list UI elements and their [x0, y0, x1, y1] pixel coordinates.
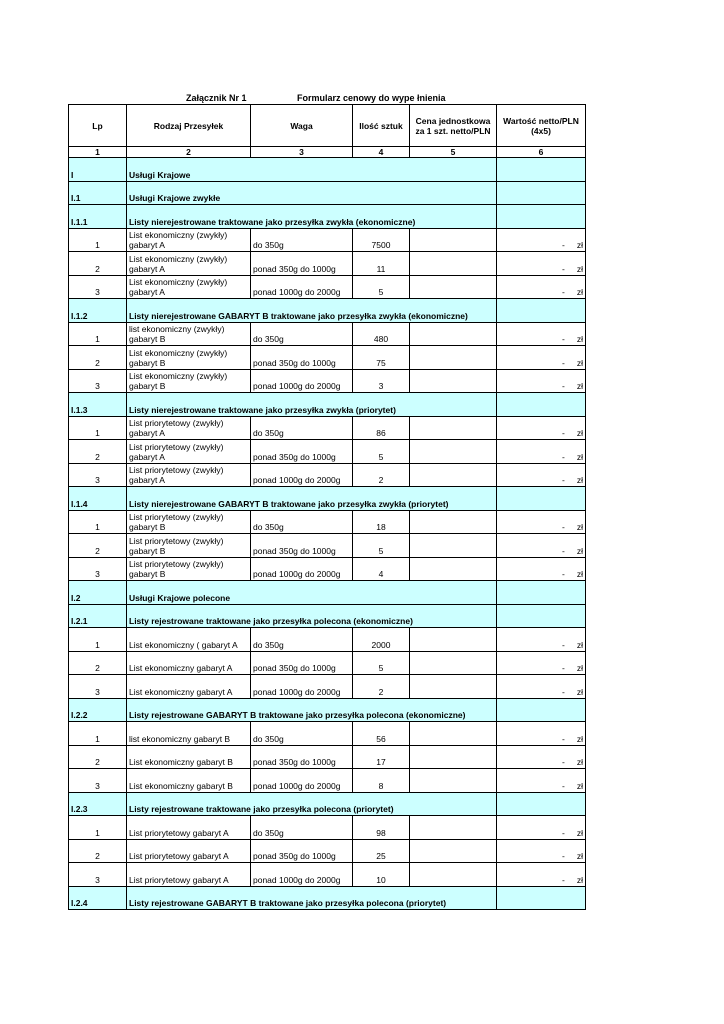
section-value-cell	[497, 487, 586, 511]
column-number: 2	[127, 147, 251, 158]
row-unit-price-input[interactable]	[410, 252, 497, 276]
table-row	[69, 416, 586, 440]
row-unit-price-input[interactable]	[410, 440, 497, 464]
row-unit-price-input[interactable]	[410, 745, 497, 769]
section-value-cell	[497, 886, 586, 910]
section-title: Usługi Krajowe zwykłe	[127, 181, 497, 205]
row-value	[497, 228, 586, 252]
row-type: List ekonomiczny ( gabaryt A	[127, 628, 251, 652]
value-dash: -	[562, 381, 565, 391]
column-number-row	[69, 147, 586, 158]
row-type: List priorytetowy (zwykły) gabaryt A	[127, 440, 251, 464]
row-type: List ekonomiczny (zwykły) gabaryt A	[127, 275, 251, 299]
section-title: Listy rejestrowane GABARYT B traktowane jako przesyłka polecona (priorytet)	[127, 886, 497, 910]
value-dash: -	[562, 827, 565, 838]
row-type: List ekonomiczny (zwykły) gabaryt A	[127, 228, 251, 252]
table-row	[69, 839, 586, 863]
section-value-cell	[497, 698, 586, 722]
value-dash: -	[562, 263, 565, 274]
column-number: 4	[353, 147, 410, 158]
row-qty: 2000	[353, 628, 410, 652]
value-dash: -	[562, 522, 565, 532]
row-weight: ponad 1000g do 2000g	[251, 369, 353, 393]
value-dash: -	[562, 757, 565, 767]
row-unit-price-input[interactable]	[410, 557, 497, 581]
currency-label: zł	[576, 639, 583, 650]
table-row	[69, 557, 586, 581]
section-row	[69, 886, 586, 910]
section-title: Listy nierejestrowane traktowane jako przesyłka zwykła (ekonomiczne)	[127, 205, 497, 229]
row-lp: 1	[69, 722, 127, 746]
row-lp: 2	[69, 651, 127, 675]
row-value	[497, 675, 586, 699]
row-value	[497, 863, 586, 887]
row-type: List priorytetowy gabaryt A	[127, 839, 251, 863]
value-dash: -	[562, 287, 565, 297]
table-row	[69, 651, 586, 675]
currency-label: zł	[576, 827, 583, 838]
form-title: Formularz cenowy do wype łnienia	[297, 93, 446, 103]
row-value	[497, 369, 586, 393]
table-row	[69, 534, 586, 558]
row-unit-price-input[interactable]	[410, 816, 497, 840]
row-unit-price-input[interactable]	[410, 416, 497, 440]
currency-label: zł	[576, 428, 583, 438]
row-lp: 3	[69, 275, 127, 299]
col-header-weight: Waga	[251, 105, 353, 147]
col-header-unit-price: Cena jednostkowa za 1 szt. netto/PLN	[410, 105, 497, 147]
row-qty: 4	[353, 557, 410, 581]
row-qty: 2	[353, 463, 410, 487]
col-header-lp: Lp	[69, 105, 127, 147]
section-row	[69, 698, 586, 722]
row-type: List ekonomiczny (zwykły) gabaryt B	[127, 369, 251, 393]
row-qty: 7500	[353, 228, 410, 252]
table-row	[69, 275, 586, 299]
table-row	[69, 722, 586, 746]
currency-label: zł	[576, 569, 583, 579]
table-row	[69, 322, 586, 346]
row-value	[497, 416, 586, 440]
row-type: List priorytetowy (zwykły) gabaryt B	[127, 534, 251, 558]
row-type: List priorytetowy (zwykły) gabaryt B	[127, 510, 251, 534]
price-table	[68, 104, 586, 910]
section-title: Usługi Krajowe polecone	[127, 581, 497, 605]
currency-label: zł	[576, 780, 583, 791]
column-number: 1	[69, 147, 127, 158]
col-header-value: Wartość netto/PLN (4x5)	[497, 105, 586, 147]
currency-label: zł	[576, 522, 583, 532]
table-row	[69, 675, 586, 699]
row-qty: 3	[353, 369, 410, 393]
header-row	[69, 105, 586, 147]
row-weight: ponad 350g do 1000g	[251, 440, 353, 464]
row-type: List priorytetowy (zwykły) gabaryt B	[127, 557, 251, 581]
currency-label: zł	[576, 686, 583, 697]
row-unit-price-input[interactable]	[410, 839, 497, 863]
row-value	[497, 275, 586, 299]
row-qty: 5	[353, 534, 410, 558]
row-unit-price-input[interactable]	[410, 510, 497, 534]
section-title: Listy rejestrowane traktowane jako przesyłka polecona (priorytet)	[127, 792, 497, 816]
table-row	[69, 769, 586, 793]
row-lp: 2	[69, 534, 127, 558]
row-lp: 1	[69, 816, 127, 840]
section-row	[69, 581, 586, 605]
row-value	[497, 322, 586, 346]
row-unit-price-input[interactable]	[410, 722, 497, 746]
currency-label: zł	[576, 263, 583, 274]
row-weight: ponad 350g do 1000g	[251, 745, 353, 769]
section-row	[69, 487, 586, 511]
row-value	[497, 816, 586, 840]
section-code: I.1.4	[69, 487, 127, 511]
row-weight: ponad 350g do 1000g	[251, 839, 353, 863]
row-value	[497, 557, 586, 581]
section-row	[69, 604, 586, 628]
currency-label: zł	[576, 545, 583, 556]
row-lp: 3	[69, 863, 127, 887]
row-unit-price-input[interactable]	[410, 322, 497, 346]
row-weight: ponad 1000g do 2000g	[251, 675, 353, 699]
value-dash: -	[562, 874, 565, 885]
table-row	[69, 510, 586, 534]
col-header-qty: Ilość sztuk	[353, 105, 410, 147]
row-weight: ponad 1000g do 2000g	[251, 769, 353, 793]
row-lp: 3	[69, 675, 127, 699]
row-value	[497, 769, 586, 793]
section-row	[69, 181, 586, 205]
section-value-cell	[497, 792, 586, 816]
value-dash: -	[562, 475, 565, 485]
section-code: I.2.2	[69, 698, 127, 722]
section-code: I.2.4	[69, 886, 127, 910]
section-title: Listy nierejestrowane GABARYT B traktowane jako przesyłka zwykła (ekonomiczne)	[127, 299, 497, 323]
section-value-cell	[497, 581, 586, 605]
row-weight: do 350g	[251, 816, 353, 840]
row-type: List priorytetowy (zwykły) gabaryt A	[127, 463, 251, 487]
row-unit-price-input[interactable]	[410, 628, 497, 652]
row-qty: 18	[353, 510, 410, 534]
currency-label: zł	[576, 240, 583, 250]
row-weight: do 350g	[251, 322, 353, 346]
row-type: list ekonomiczny (zwykły) gabaryt B	[127, 322, 251, 346]
value-dash: -	[562, 686, 565, 697]
row-lp: 2	[69, 252, 127, 276]
column-number: 3	[251, 147, 353, 158]
row-qty: 5	[353, 651, 410, 675]
section-row	[69, 792, 586, 816]
row-qty: 98	[353, 816, 410, 840]
currency-label: zł	[576, 475, 583, 485]
row-unit-price-input[interactable]	[410, 346, 497, 370]
table-row	[69, 463, 586, 487]
row-unit-price-input[interactable]	[410, 369, 497, 393]
row-weight: do 350g	[251, 416, 353, 440]
currency-label: zł	[576, 663, 583, 673]
row-lp: 3	[69, 557, 127, 581]
value-dash: -	[562, 851, 565, 861]
row-type: List ekonomiczny gabaryt A	[127, 675, 251, 699]
row-unit-price-input[interactable]	[410, 675, 497, 699]
currency-label: zł	[576, 757, 583, 767]
row-qty: 8	[353, 769, 410, 793]
row-type: List priorytetowy (zwykły) gabaryt A	[127, 416, 251, 440]
section-row	[69, 299, 586, 323]
row-unit-price-input[interactable]	[410, 651, 497, 675]
row-qty: 5	[353, 440, 410, 464]
section-title: Usługi Krajowe	[127, 158, 497, 182]
row-value	[497, 346, 586, 370]
row-lp: 3	[69, 463, 127, 487]
row-unit-price-input[interactable]	[410, 463, 497, 487]
row-unit-price-input[interactable]	[410, 275, 497, 299]
table-row	[69, 816, 586, 840]
row-lp: 3	[69, 369, 127, 393]
section-code: I	[69, 158, 127, 182]
row-weight: do 350g	[251, 510, 353, 534]
row-qty: 480	[353, 322, 410, 346]
row-value	[497, 722, 586, 746]
currency-label: zł	[576, 381, 583, 391]
row-weight: ponad 350g do 1000g	[251, 534, 353, 558]
section-code: I.2.3	[69, 792, 127, 816]
row-type: List ekonomiczny (zwykły) gabaryt A	[127, 252, 251, 276]
row-lp: 1	[69, 628, 127, 652]
row-weight: ponad 1000g do 2000g	[251, 863, 353, 887]
row-weight: ponad 350g do 1000g	[251, 252, 353, 276]
value-dash: -	[562, 545, 565, 556]
row-weight: ponad 1000g do 2000g	[251, 557, 353, 581]
row-qty: 25	[353, 839, 410, 863]
row-value	[497, 628, 586, 652]
column-number: 6	[497, 147, 586, 158]
row-lp: 1	[69, 416, 127, 440]
row-lp: 2	[69, 346, 127, 370]
row-type: list ekonomiczny gabaryt B	[127, 722, 251, 746]
column-number: 5	[410, 147, 497, 158]
row-weight: ponad 350g do 1000g	[251, 651, 353, 675]
value-dash: -	[562, 639, 565, 650]
value-dash: -	[562, 663, 565, 673]
row-lp: 3	[69, 769, 127, 793]
section-code: I.2.1	[69, 604, 127, 628]
row-type: List ekonomiczny gabaryt A	[127, 651, 251, 675]
section-title: Listy rejestrowane traktowane jako przesyłka polecona (ekonomiczne)	[127, 604, 497, 628]
row-lp: 1	[69, 228, 127, 252]
row-lp: 1	[69, 510, 127, 534]
section-code: I.1.1	[69, 205, 127, 229]
section-row	[69, 158, 586, 182]
table-row	[69, 369, 586, 393]
section-value-cell	[497, 299, 586, 323]
table-row	[69, 745, 586, 769]
row-value	[497, 510, 586, 534]
row-value	[497, 440, 586, 464]
value-dash: -	[562, 334, 565, 344]
row-weight: do 350g	[251, 722, 353, 746]
section-value-cell	[497, 604, 586, 628]
row-type: List priorytetowy gabaryt A	[127, 863, 251, 887]
section-row	[69, 393, 586, 417]
section-value-cell	[497, 158, 586, 182]
row-weight: ponad 1000g do 2000g	[251, 463, 353, 487]
currency-label: zł	[576, 874, 583, 885]
row-value	[497, 252, 586, 276]
row-qty: 56	[353, 722, 410, 746]
section-row	[69, 205, 586, 229]
table-row	[69, 228, 586, 252]
currency-label: zł	[576, 733, 583, 744]
row-unit-price-input[interactable]	[410, 534, 497, 558]
row-lp: 2	[69, 440, 127, 464]
row-qty: 5	[353, 275, 410, 299]
table-row	[69, 440, 586, 464]
table-body	[69, 158, 586, 910]
section-title: Listy rejestrowane GABARYT B traktowane jako przesyłka polecona (ekonomiczne)	[127, 698, 497, 722]
currency-label: zł	[576, 357, 583, 368]
annex-label: Załącznik Nr 1	[186, 93, 247, 103]
section-code: I.1	[69, 181, 127, 205]
row-qty: 86	[353, 416, 410, 440]
value-dash: -	[562, 780, 565, 791]
section-value-cell	[497, 393, 586, 417]
section-code: I.1.2	[69, 299, 127, 323]
row-qty: 17	[353, 745, 410, 769]
row-weight: do 350g	[251, 628, 353, 652]
section-title: Listy nierejestrowane GABARYT B traktowane jako przesyłka zwykła (priorytet)	[127, 487, 497, 511]
section-title: Listy nierejestrowane traktowane jako przesyłka zwykła (priorytet)	[127, 393, 497, 417]
value-dash: -	[562, 733, 565, 744]
table-row	[69, 863, 586, 887]
value-dash: -	[562, 428, 565, 438]
row-weight: ponad 1000g do 2000g	[251, 275, 353, 299]
row-value	[497, 745, 586, 769]
row-unit-price-input[interactable]	[410, 863, 497, 887]
row-lp: 2	[69, 839, 127, 863]
table-row	[69, 252, 586, 276]
row-unit-price-input[interactable]	[410, 228, 497, 252]
row-qty: 11	[353, 252, 410, 276]
row-weight: ponad 350g do 1000g	[251, 346, 353, 370]
table-row	[69, 628, 586, 652]
row-type: List ekonomiczny gabaryt B	[127, 745, 251, 769]
currency-label: zł	[576, 287, 583, 297]
row-value	[497, 651, 586, 675]
row-type: List ekonomiczny gabaryt B	[127, 769, 251, 793]
row-type: List ekonomiczny (zwykły) gabaryt B	[127, 346, 251, 370]
section-code: I.2	[69, 581, 127, 605]
section-value-cell	[497, 181, 586, 205]
value-dash: -	[562, 357, 565, 368]
row-value	[497, 839, 586, 863]
value-dash: -	[562, 569, 565, 579]
row-value	[497, 463, 586, 487]
row-type: List priorytetowy gabaryt A	[127, 816, 251, 840]
row-lp: 2	[69, 745, 127, 769]
table-row	[69, 346, 586, 370]
currency-label: zł	[576, 334, 583, 344]
row-qty: 75	[353, 346, 410, 370]
currency-label: zł	[576, 851, 583, 861]
row-lp: 1	[69, 322, 127, 346]
row-qty: 10	[353, 863, 410, 887]
value-dash: -	[562, 451, 565, 462]
section-value-cell	[497, 205, 586, 229]
row-qty: 2	[353, 675, 410, 699]
row-value	[497, 534, 586, 558]
col-header-type: Rodzaj Przesyłek	[127, 105, 251, 147]
row-weight: do 350g	[251, 228, 353, 252]
currency-label: zł	[576, 451, 583, 462]
row-unit-price-input[interactable]	[410, 769, 497, 793]
value-dash: -	[562, 240, 565, 250]
section-code: I.1.3	[69, 393, 127, 417]
